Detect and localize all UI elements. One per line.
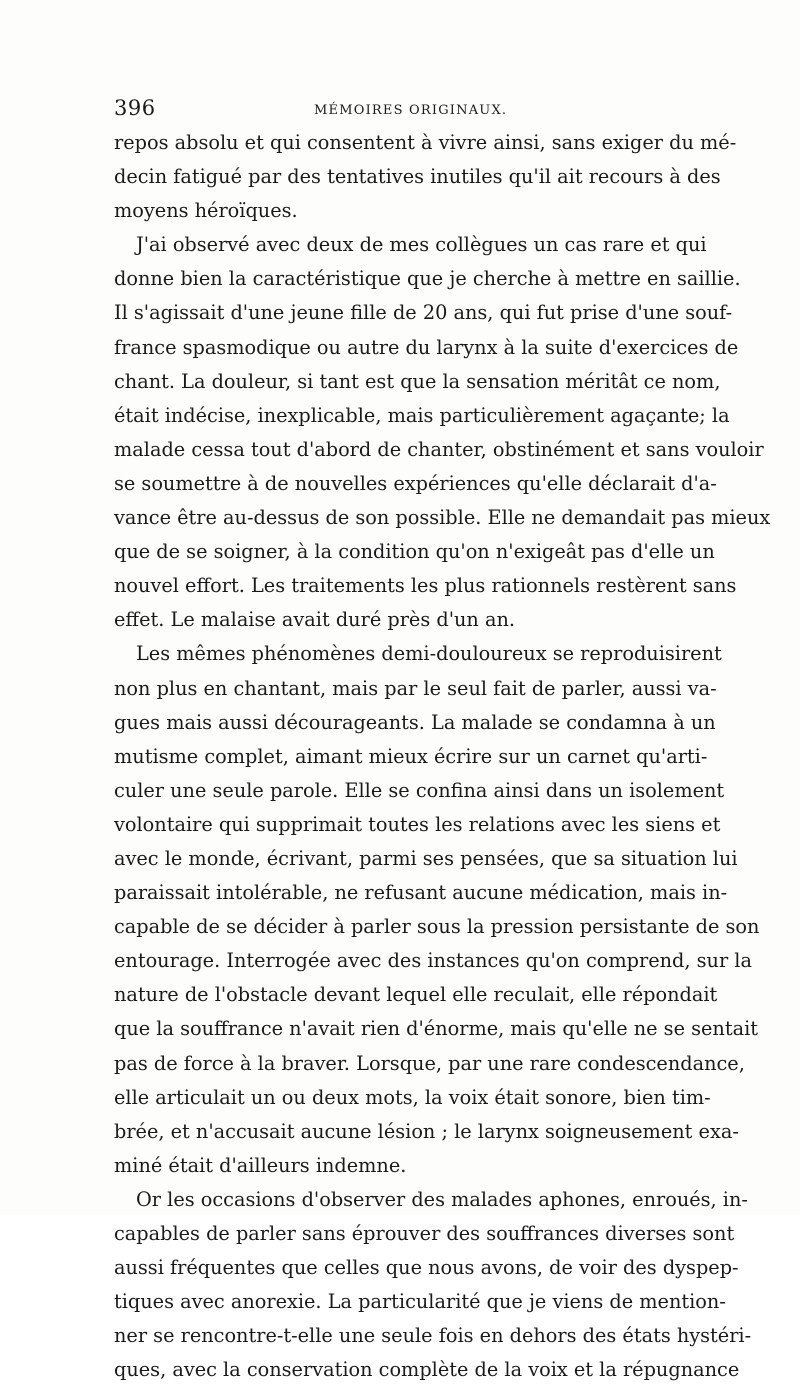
text-line: donne bien la caractéristique que je cherche à mettre en saillie. [114, 267, 741, 291]
text-line: ques, avec la conservation complète de la voix et la répugnance [114, 1358, 740, 1382]
text-line: aussi fréquentes que celles que nous avons, de voir des dyspep- [114, 1256, 739, 1280]
text-line: brée, et n'accusait aucune lésion ; le larynx soigneusement exa- [114, 1119, 739, 1143]
text-line: repos absolu et qui consentent à vivre ainsi, sans exiger du mé- [114, 131, 737, 154]
text-line: que la souffrance n'avait rien d'énorme, mais qu'elle ne se sentait [114, 1017, 759, 1041]
page-header [114, 96, 684, 126]
text-line: tiques avec anorexie. La particularité que je viens de mention- [114, 1290, 726, 1314]
text-line: paraissait intolérable, ne refusant aucune médication, mais in- [114, 881, 728, 905]
text-line: se soumettre à de nouvelles expériences qu'elle déclarait d'a- [114, 471, 717, 495]
text-line: était indécise, inexplicable, mais particulièrement agaçante; la [114, 403, 730, 427]
text-line: entourage. Interrogée avec des instances qu'on comprend, sur la [114, 949, 752, 973]
text-line: pas de force à la braver. Lorsque, par une rare condescendance, [114, 1051, 745, 1075]
text-line: que de se soigner, à la condition qu'on n'exigeât pas d'elle un [114, 540, 715, 564]
text-line: avec le monde, écrivant, parmi ses pensées, que sa situation lui [114, 846, 738, 870]
text-line: capables de parler sans éprouver des souffrances diverses sont [114, 1222, 735, 1245]
text-line: nouvel effort. Les traitements les plus rationnels restèrent sans [114, 574, 737, 598]
running-title: MÉMOIRES ORIGINAUX. [314, 103, 508, 118]
text-line: nature de l'obstacle devant lequel elle reculait, elle répondait [114, 983, 718, 1007]
text-line: elle articulait un ou deux mots, la voix était sonore, bien tim- [114, 1085, 711, 1109]
text-line: Il s'agissait d'une jeune fille de 20 ans, qui fut prise d'une souf- [114, 301, 733, 325]
text-line: culer une seule parole. Elle se confina ainsi dans un isolement [114, 778, 725, 802]
text-line: ner se rencontre-t-elle une seule fois en dehors des états hystéri- [114, 1324, 752, 1348]
text-line: mutisme complet, aimant mieux écrire sur un carnet qu'arti- [114, 744, 708, 768]
text-line: capable de se décider à parler sous la pression persistante de son [114, 915, 760, 939]
text-line: Les mêmes phénomènes demi-douloureux se reproduisirent [136, 642, 722, 666]
text-line: miné était d'ailleurs indemne. [114, 1153, 407, 1177]
page-number: 396 [114, 96, 156, 120]
text-line: non plus en chantant, mais par le seul fait de parler, aussi va- [114, 676, 717, 700]
text-line: moyens héroïques. [114, 199, 298, 223]
text-line: decin fatigué par des tentatives inutiles qu'il ait recours à des [114, 165, 721, 189]
body-text [114, 126, 771, 1387]
text-line: gues mais aussi décourageants. La malade se condamna à un [114, 710, 716, 734]
text-line: malade cessa tout d'abord de chanter, obstinément et sans vouloir [114, 437, 764, 461]
text-line: effet. Le malaise avait duré près d'un an. [114, 608, 515, 632]
text-line: vance être au-dessus de son possible. Elle ne demandait pas mieux [114, 506, 771, 530]
text-line: volontaire qui supprimait toutes les relations avec les siens et [114, 812, 721, 836]
text-line: Or les occasions d'observer des malades aphones, enroués, in- [136, 1187, 748, 1211]
text-line: france spasmodique ou autre du larynx à la suite d'exercices de [114, 335, 739, 359]
text-line: J'ai observé avec deux de mes collègues un cas rare et qui [136, 233, 707, 257]
text-line: chant. La douleur, si tant est que la sensation méritât ce nom, [114, 369, 721, 393]
